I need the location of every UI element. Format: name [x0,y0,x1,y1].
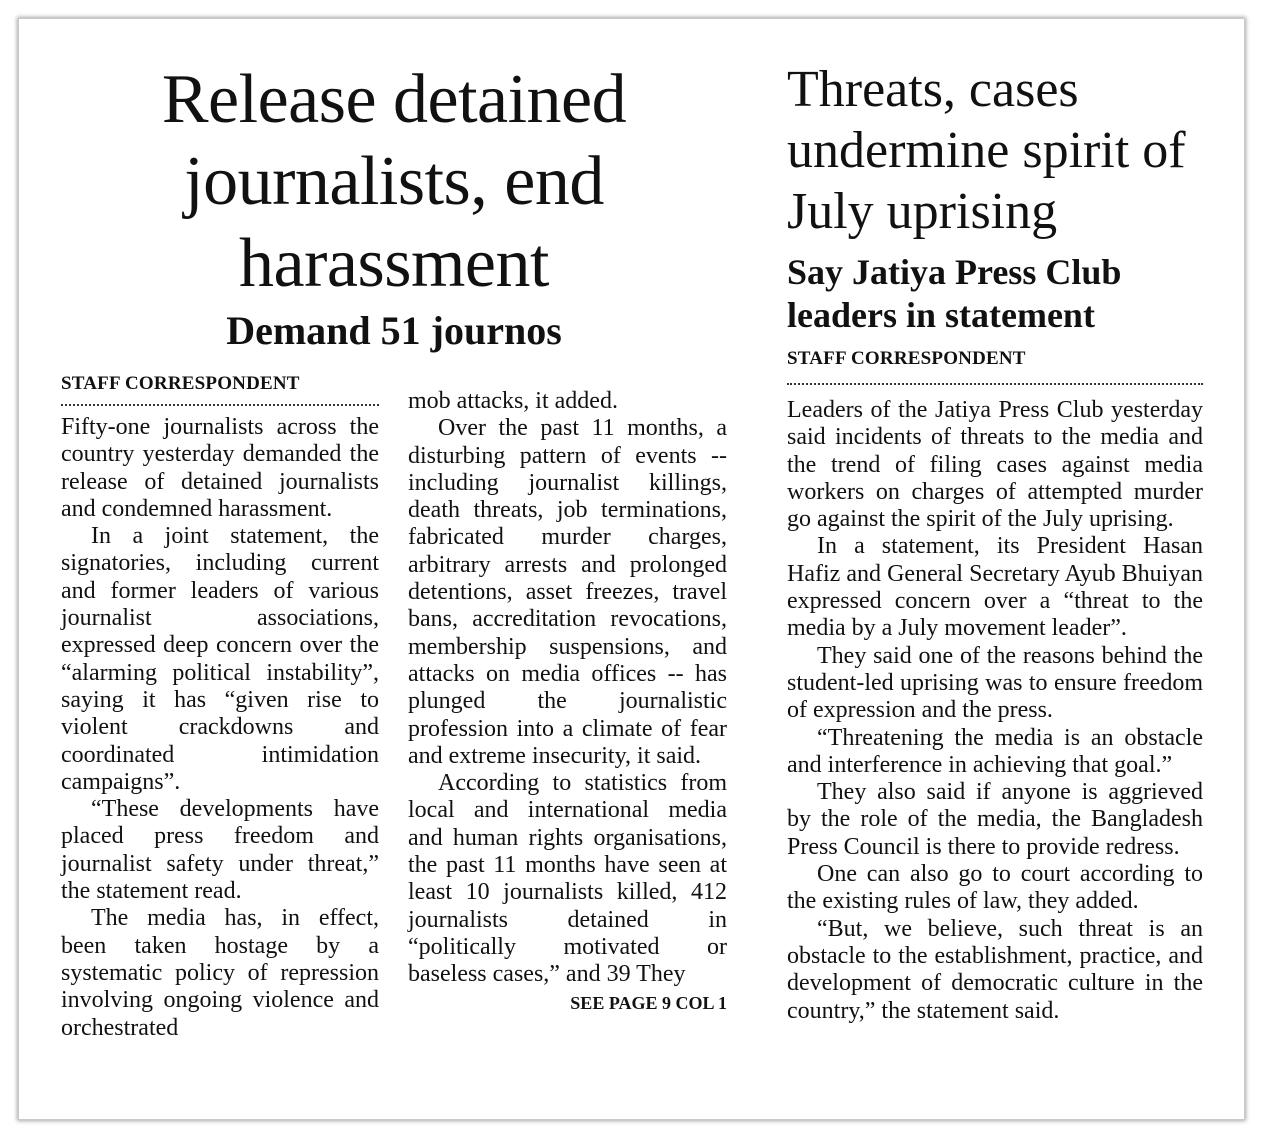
paragraph: One can also go to court according to the existing rules of law, they added. [787,861,1203,915]
headline: Threats, cases undermine spirit of July uprising [787,61,1186,240]
paragraph: In a joint statement, the signatories, including current and former leaders of various journalist associations, expressed deep concern over the “alarming political instability”, saying it has “given rise to violent crackdowns and coordinated intimidation campaigns”. [61,523,379,795]
paragraph: Over the past 11 months, a disturbing pattern of events -- including journalist killings, death threats, job terminations, fabricated murder charges, arbitrary arrests and prolonged detentions, asset freezes, travel bans, accreditation revocations, membership suspensions, and attacks on media offices -- has plunged the journalistic profession into a climate of fear and extreme insecurity, it said. [408,415,727,769]
subheadline: Say Jatiya Press Club leaders in statement [787,252,1122,335]
paragraph: “Threatening the media is an obstacle and interference in achieving that goal.” [787,724,1203,778]
paragraph: They said one of the reasons behind the student-led uprising was to ensure freedom of expression and the press. [787,642,1203,724]
paragraph: According to statistics from local and international media and human rights organisations, the past 11 months have seen at least 10 journalists killed, 412 journalists detained in “politically motivated or baseless cases,” and 39 They [408,770,727,988]
story2-column [787,347,1203,1025]
paragraph: “These developments have placed press freedom and journalist safety under threat,” the statement read. [61,796,379,905]
story1-column-2 [408,388,727,1015]
paragraph: Leaders of the Jatiya Press Club yesterday said incidents of threats to the media and the trend of filing cases against media workers on charges of attempted murder go against the spirit of the July uprising. [787,397,1203,533]
paragraph: Fifty-one journalists across the country yesterday demanded the release of detained journalists and condemned harassment. [61,414,379,522]
byline: STAFF CORRESPONDENT [787,348,1026,369]
jump-line: SEE PAGE 9 COL 1 [570,992,727,1013]
paragraph: The media has, in effect, been taken hostage by a systematic policy of repression involving ongoing violence and orchestrated [61,905,379,1041]
paragraph: In a statement, its President Hasan Hafiz and General Secretary Ayub Bhuiyan expressed concern over a “threat to the media by a July movement leader”. [787,533,1203,642]
newspaper-clipping [18,18,1245,1120]
paragraph: “But, we believe, such threat is an obstacle to the establishment, practice, and development of democratic culture in the country,” the statement said. [787,915,1203,1024]
headline: Release detained journalists, end harassment [161,61,627,302]
byline: STAFF CORRESPONDENT [61,373,300,394]
byline-dotted-rule [61,404,379,406]
paragraph: mob attacks, it added. [408,388,618,414]
story1-column-1 [61,372,379,1042]
paragraph: They also said if anyone is aggrieved by the role of the media, the Bangladesh Press Council is there to provide redress. [787,779,1203,860]
byline-dotted-rule [787,383,1203,385]
subheadline: Demand 51 journos [226,308,562,353]
